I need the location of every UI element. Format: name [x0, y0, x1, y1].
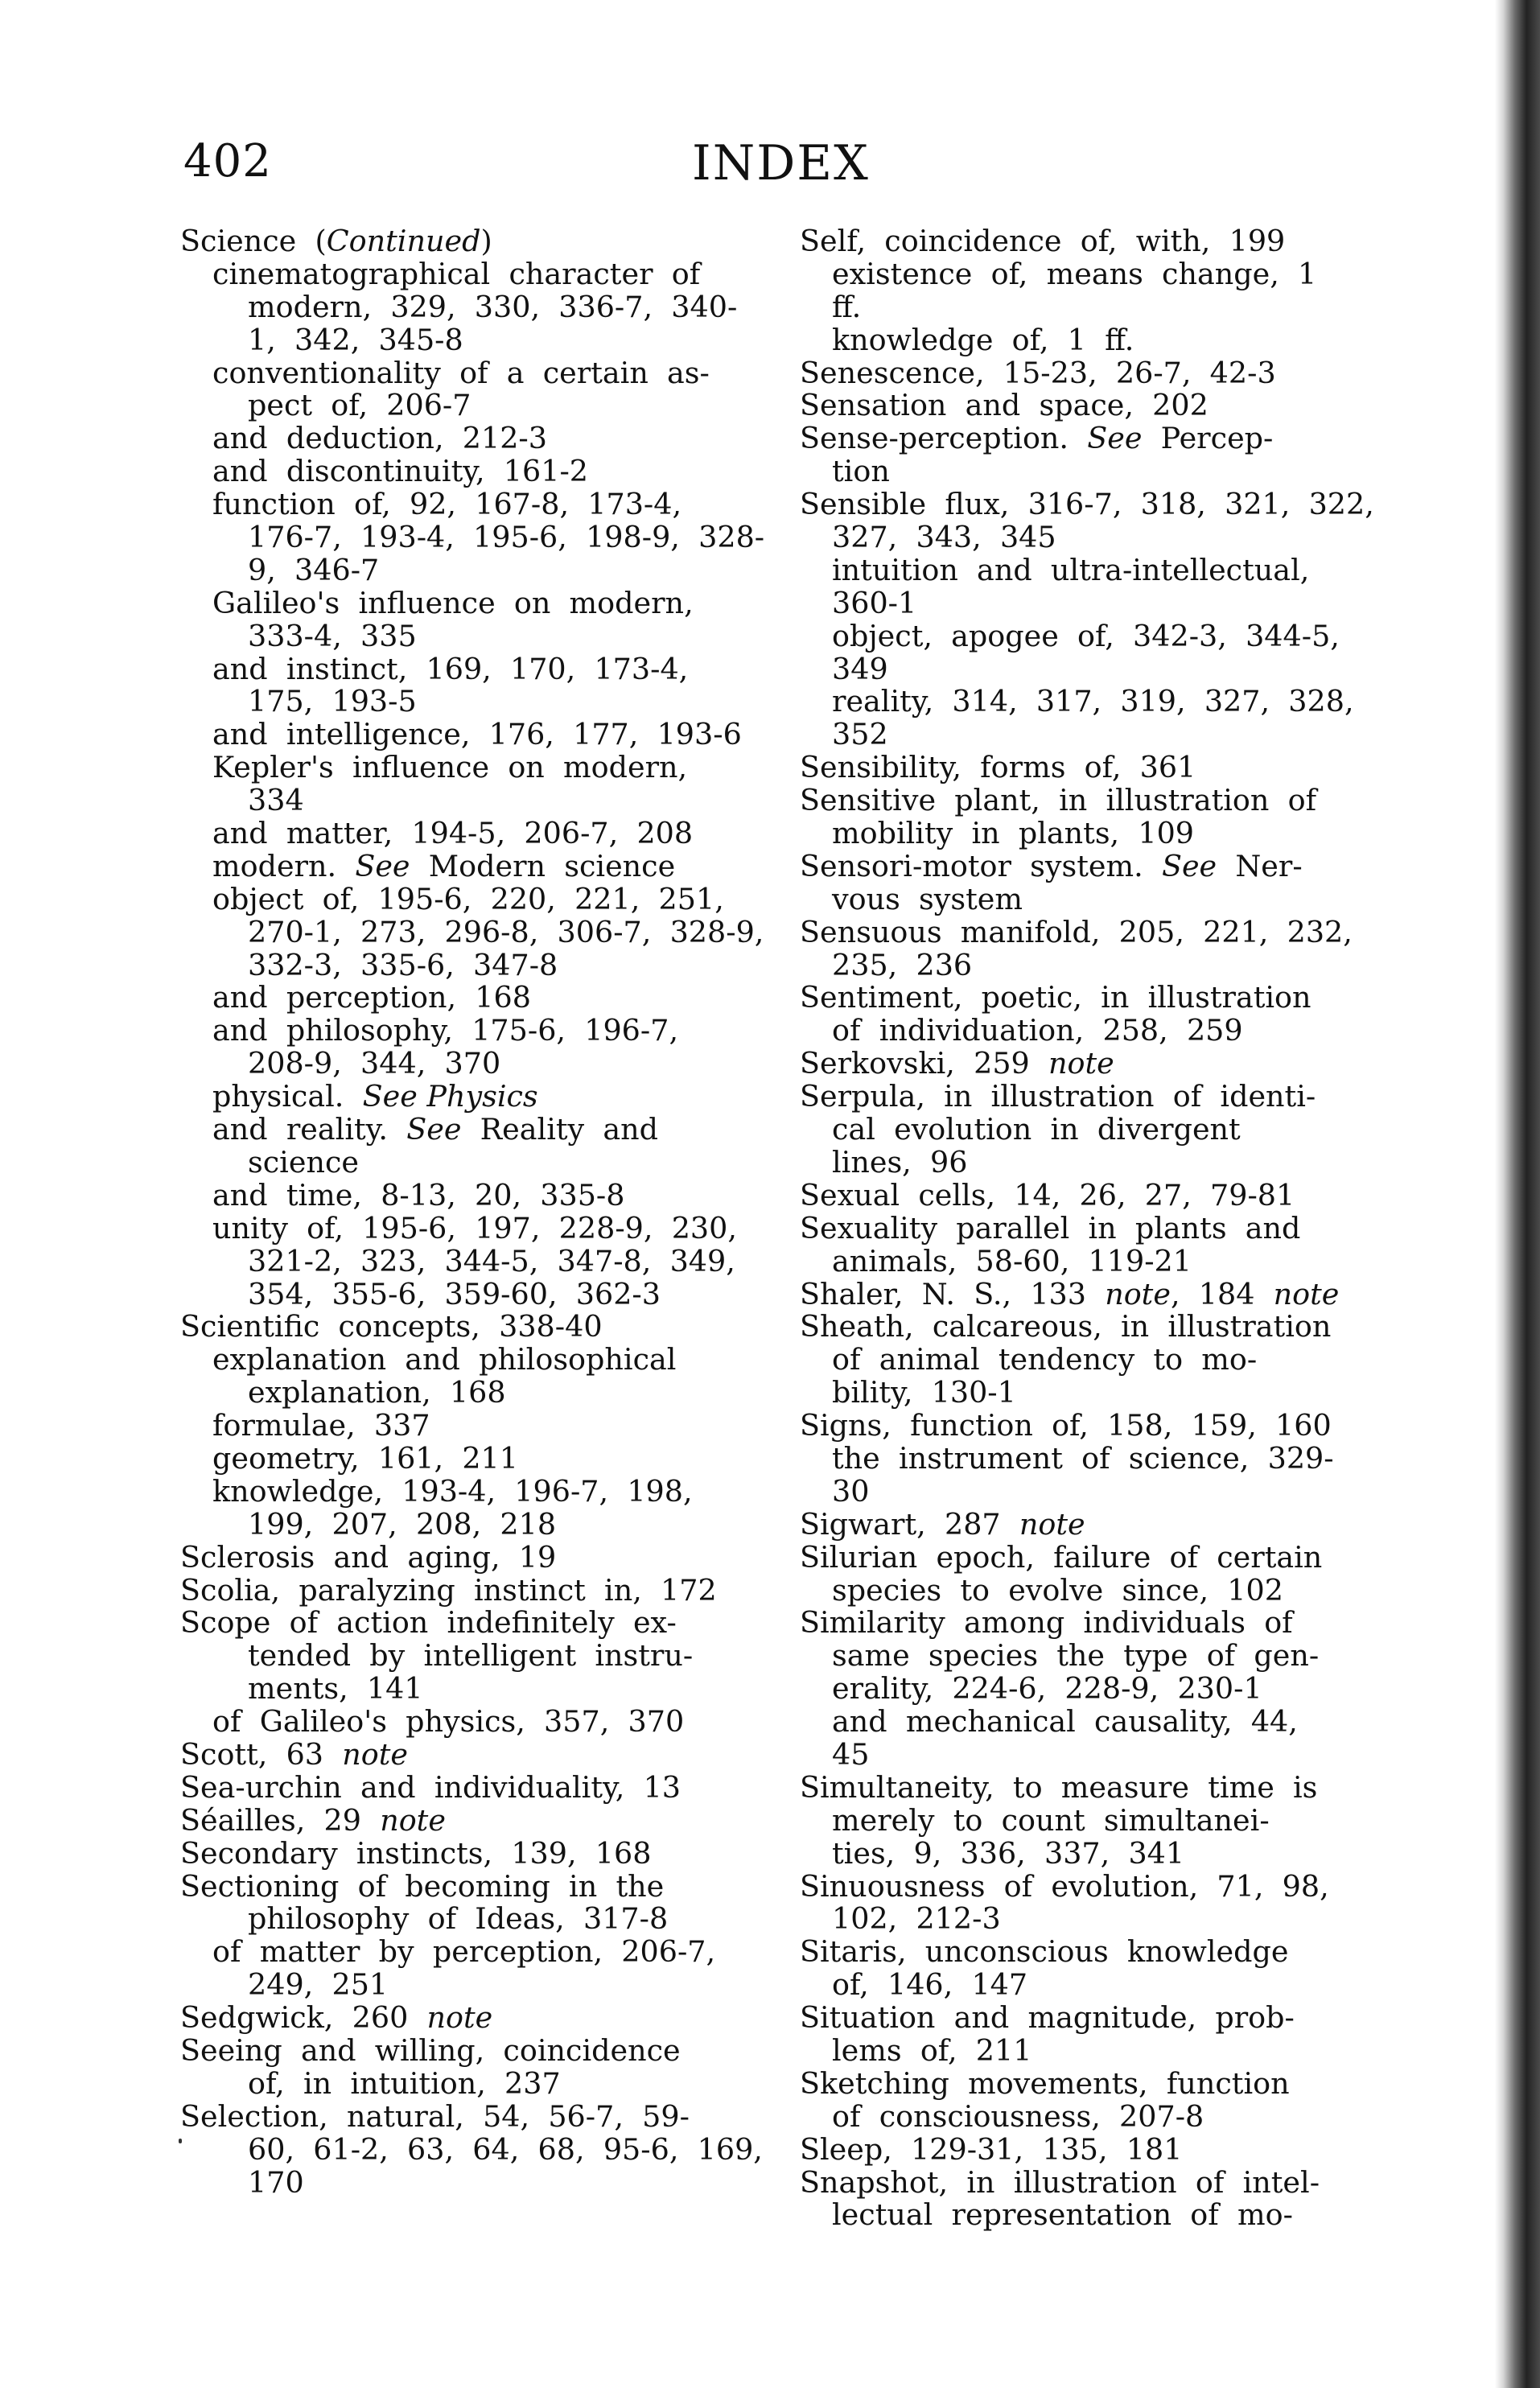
index-entry [800, 357, 1379, 390]
index-text: modern, 329, 330, 336-7, 340- [248, 289, 738, 324]
index-text: of individuation, 258, 259 [832, 1013, 1243, 1048]
index-entry [800, 2164, 1379, 2200]
index-text: tended by intelligent instru- [248, 1638, 694, 1674]
index-text: Sensible flux, 316-7, 318, 321, 322, [800, 487, 1374, 522]
index-text: 199, 207, 208, 218 [248, 1506, 557, 1542]
index-entry [800, 422, 1379, 455]
index-text: 249, 251 [248, 1967, 389, 2003]
index-text: Sexual cells, 14, 26, 27, 79-81 [800, 1177, 1295, 1213]
index-text: erality, 224-6, 228-9, 230-1 [832, 1671, 1262, 1707]
index-entry [800, 1539, 1379, 1575]
index-subentry [800, 324, 1379, 357]
index-subentry [180, 258, 760, 291]
index-subentry [180, 1377, 760, 1410]
index-text: 349 [832, 651, 888, 686]
index-subentry [800, 2032, 1379, 2068]
page-binding-edge [1495, 0, 1540, 2388]
index-subentry [180, 686, 760, 718]
index-subentry [180, 554, 760, 587]
index-text: Situation and magnitude, prob- [800, 2000, 1295, 2036]
index-subentry [800, 1835, 1379, 1871]
index-subentry [180, 1903, 760, 1936]
index-entry [180, 1607, 760, 1640]
index-text: 334 [248, 783, 304, 818]
index-text: Sensitive plant, in illustration of [800, 783, 1317, 818]
index-text: 9, 346-7 [248, 552, 380, 587]
index-text: Modern science [410, 848, 676, 883]
index-subentry [180, 1048, 760, 1081]
index-text: 170 [248, 2164, 304, 2200]
index-text: Signs, function of, 158, 159, 160 [800, 1408, 1332, 1443]
index-subentry [180, 324, 760, 357]
index-subentry [180, 1210, 760, 1245]
index-italic-text: note [380, 1802, 446, 1838]
index-subentry [800, 1440, 1379, 1476]
index-text: Senescence, 15-23, 26-7, 42-3 [800, 355, 1276, 390]
index-subentry [800, 258, 1379, 291]
index-text: of matter by perception, 206-7, [212, 1934, 716, 1970]
index-entry [180, 225, 760, 258]
index-text: physical. [212, 1079, 363, 1114]
index-entry [800, 1210, 1379, 1245]
index-text: geometry, 161, 211 [212, 1440, 518, 1476]
index-subentry [180, 520, 765, 555]
index-italic-text: note [1019, 1506, 1085, 1542]
index-text: 321-2, 323, 344-5, 347-8, 349, [248, 1243, 735, 1278]
index-subentry [800, 1802, 1379, 1838]
index-subentry [800, 883, 1379, 916]
index-subentry [180, 488, 760, 521]
index-entry [800, 2002, 1379, 2035]
index-text: Séailles, 29 [180, 1802, 381, 1838]
index-italic-text: See [1161, 848, 1217, 883]
index-subentry [180, 817, 760, 850]
index-text: Sectioning of becoming in the [180, 1868, 665, 1904]
index-subentry [180, 389, 760, 422]
index-entry [180, 1736, 760, 1772]
index-text: Sinuousness of evolution, 71, 98, [800, 1868, 1329, 1904]
index-column-right [800, 225, 1379, 2232]
index-text: and reality. [212, 1112, 407, 1147]
index-text: of consciousness, 207-8 [832, 2098, 1204, 2134]
index-entry [800, 2065, 1379, 2101]
index-text: Sensation and space, 202 [800, 388, 1209, 423]
index-text: Secondary instincts, 139, 168 [180, 1835, 652, 1871]
index-text: and intelligence, 176, 177, 193-6 [212, 717, 742, 752]
index-italic-text: See [406, 1112, 462, 1147]
index-subentry [800, 718, 1379, 751]
index-entry [800, 916, 1379, 949]
index-text: Sitaris, unconscious knowledge [800, 1934, 1289, 1970]
index-subentry [180, 1344, 760, 1377]
index-text: modern. [212, 848, 356, 883]
index-text: same species the type of gen- [832, 1638, 1320, 1674]
index-text: Sensibility, forms of, 361 [800, 750, 1196, 785]
index-entry [800, 1278, 1379, 1311]
index-text: Sensuous manifold, 205, 221, 232, [800, 914, 1353, 949]
index-text: Science ( [180, 224, 327, 258]
index-entry [800, 488, 1379, 521]
index-text: object, apogee of, 342-3, 344-5, [832, 618, 1340, 653]
index-entry [180, 2032, 760, 2068]
index-entry [800, 751, 1379, 784]
index-text: cal evolution in divergent [832, 1112, 1241, 1147]
index-subentry [800, 653, 1379, 686]
index-text: lines, 96 [832, 1144, 968, 1180]
index-text: Serkovski, 259 [800, 1046, 1048, 1081]
index-subentry [180, 784, 760, 817]
index-text: ) [480, 224, 492, 258]
index-text: and philosophy, 175-6, 196-7, [212, 1013, 679, 1048]
index-entry [180, 1769, 760, 1805]
index-subentry [180, 1144, 760, 1180]
index-italic-text: note [1048, 1046, 1114, 1081]
index-text: ff. [832, 289, 862, 324]
index-subentry [180, 1410, 760, 1443]
index-entry [180, 2002, 760, 2035]
index-entry [800, 1936, 1379, 1969]
index-entry [800, 1081, 1379, 1114]
index-text: 175, 193-5 [248, 684, 417, 719]
index-text: Sea-urchin and individuality, 13 [180, 1769, 681, 1805]
index-text: and deduction, 212-3 [212, 421, 547, 456]
index-text: Shaler, N. S., 133 [800, 1276, 1106, 1311]
index-subentry [800, 1015, 1379, 1048]
index-text: 352 [832, 717, 888, 752]
index-subentry [180, 1706, 760, 1739]
index-text: science [248, 1144, 359, 1180]
index-text: tion [832, 454, 890, 489]
index-text: intuition and ultra-intellectual, [832, 552, 1310, 587]
index-subentry [180, 718, 760, 751]
index-text: of, in intuition, 237 [248, 2065, 561, 2101]
index-text: Sense-perception. [800, 421, 1088, 456]
index-text: 60, 61-2, 63, 64, 68, 95-6, 169, [248, 2131, 763, 2167]
index-text: Selection, natural, 54, 56-7, 59- [180, 2098, 690, 2134]
index-text: Scott, 63 [180, 1736, 343, 1772]
index-text: Scolia, paralyzing instinct in, 172 [180, 1572, 717, 1608]
index-entry [800, 784, 1379, 817]
index-subentry [180, 2131, 763, 2167]
index-subentry [180, 1114, 760, 1147]
index-subentry [800, 587, 1379, 620]
index-subentry [800, 521, 1379, 554]
index-text: Serpula, in illustration of identi- [800, 1079, 1316, 1114]
index-subentry [800, 1245, 1379, 1278]
index-italic-text: See [1087, 421, 1143, 456]
index-entry [800, 1177, 1379, 1213]
index-subentry [180, 1936, 760, 1969]
index-text: 332-3, 335-6, 347-8 [248, 947, 558, 982]
index-text: 327, 343, 345 [832, 520, 1056, 555]
index-text: Sleep, 129-31, 135, 181 [800, 2131, 1183, 2167]
index-text: 270-1, 273, 296-8, 306-7, 328-9, [248, 914, 764, 949]
index-text: Kepler's influence on modern, [212, 750, 688, 785]
index-subentry [180, 1640, 760, 1673]
index-text: ments, 141 [248, 1671, 423, 1707]
index-text: object of, 195-6, 220, 221, 251, [212, 881, 724, 916]
index-subentry [180, 455, 760, 488]
index-text: pect of, 206-7 [248, 388, 471, 423]
index-text: Percep- [1142, 421, 1274, 456]
index-subentry [800, 1114, 1379, 1147]
index-text: Sclerosis and aging, 19 [180, 1539, 557, 1575]
index-italic-text: See [355, 848, 410, 883]
index-text: , 184 [1170, 1276, 1274, 1311]
index-italic-text: note [426, 2000, 493, 2036]
index-text: Ner- [1217, 848, 1303, 883]
index-text: Similarity among individuals of [800, 1605, 1293, 1641]
index-subentry [180, 1506, 760, 1542]
index-text: explanation, 168 [248, 1375, 506, 1410]
index-text: of, 146, 147 [832, 1967, 1028, 2003]
index-entry [800, 2131, 1379, 2167]
index-subentry [180, 653, 760, 686]
index-entry [180, 1539, 760, 1575]
index-text: existence of, means change, 1 [832, 256, 1317, 291]
index-subentry [180, 1081, 760, 1114]
index-entry [180, 1802, 760, 1838]
index-subentry [180, 1969, 760, 2002]
index-text: 208-9, 344, 370 [248, 1046, 501, 1081]
index-text: explanation and philosophical [212, 1342, 677, 1377]
index-text: Sketching movements, function [800, 2065, 1290, 2101]
index-subentry [180, 357, 760, 390]
index-text: lems of, 211 [832, 2032, 1032, 2068]
index-entry [800, 225, 1379, 258]
index-entry [800, 850, 1379, 883]
index-text: 45 [832, 1736, 870, 1772]
index-subentry [180, 982, 760, 1015]
index-text: formulae, 337 [212, 1408, 430, 1443]
index-text: and mechanical causality, 44, [832, 1704, 1298, 1740]
index-text: Simultaneity, to measure time is [800, 1769, 1318, 1805]
index-text: Sensori-motor system. [800, 848, 1162, 883]
index-subentry [180, 883, 760, 916]
index-entry [800, 982, 1379, 1015]
index-subentry [180, 949, 760, 982]
index-text: function of, 92, 167-8, 173-4, [212, 487, 682, 522]
ink-speck [179, 2139, 182, 2143]
index-text: vous system [832, 881, 1023, 916]
index-text: 1, 342, 345-8 [248, 322, 463, 357]
index-text: 176-7, 193-4, 195-6, 198-9, 328- [248, 520, 765, 555]
index-entry [180, 1572, 760, 1608]
running-head: INDEX [692, 135, 870, 191]
index-text: Scope of action indefinitely ex- [180, 1605, 677, 1641]
index-text: 30 [832, 1473, 870, 1509]
index-entry [800, 1506, 1379, 1542]
index-text: conventionality of a certain as- [212, 355, 710, 390]
index-entry [800, 1048, 1379, 1081]
index-text: and discontinuity, 161-2 [212, 454, 589, 489]
index-text: knowledge, 193-4, 196-7, 198, [212, 1473, 693, 1509]
index-text: 360-1 [832, 585, 917, 620]
index-text: Reality and [461, 1112, 658, 1147]
index-subentry [800, 1640, 1379, 1673]
index-subentry [800, 1736, 1379, 1772]
index-text: 333-4, 335 [248, 618, 417, 653]
index-text: mobility in plants, 109 [832, 816, 1195, 851]
index-italic-text: note [342, 1736, 408, 1772]
index-subentry [180, 422, 760, 455]
index-entry [800, 1769, 1379, 1805]
index-text: animals, 58-60, 119-21 [832, 1243, 1192, 1278]
index-text: unity of, 195-6, 197, 228-9, 230, [212, 1210, 737, 1245]
index-subentry [180, 1673, 760, 1706]
index-italic-text: note [1273, 1276, 1340, 1311]
index-entry [180, 1311, 760, 1344]
index-text: of animal tendency to mo- [832, 1342, 1258, 1377]
index-subentry [180, 1177, 760, 1213]
index-entry [800, 1311, 1379, 1344]
index-text: Snapshot, in illustration of intel- [800, 2164, 1320, 2200]
index-subentry [800, 1344, 1379, 1377]
index-subentry [800, 1969, 1379, 2002]
index-text: Seeing and willing, coincidence [180, 2032, 681, 2068]
index-text: Galileo's influence on modern, [212, 585, 694, 620]
index-text: and matter, 194-5, 206-7, 208 [212, 816, 694, 851]
index-subentry [800, 1706, 1379, 1739]
index-text: Self, coincidence of, with, 199 [800, 224, 1286, 258]
index-entry [800, 389, 1379, 422]
index-subentry [180, 850, 760, 883]
index-text: species to evolve since, 102 [832, 1572, 1283, 1608]
index-subentry [180, 1278, 760, 1311]
index-italic-text: Continued [326, 224, 481, 258]
index-text: Sentiment, poetic, in illustration [800, 980, 1311, 1015]
index-column-left [180, 224, 765, 2200]
index-text: Sigwart, 287 [800, 1506, 1019, 1542]
index-subentry [800, 2199, 1379, 2232]
index-subentry [180, 1440, 760, 1476]
index-subentry [800, 620, 1379, 653]
index-text: and instinct, 169, 170, 173-4, [212, 651, 689, 686]
index-subentry [800, 291, 1379, 324]
index-subentry [180, 751, 760, 784]
index-entry [180, 1835, 760, 1871]
index-text: philosophy of Ideas, 317-8 [248, 1901, 669, 1937]
index-subentry [800, 1673, 1379, 1706]
index-text: bility, 130-1 [832, 1375, 1016, 1410]
index-italic-text: note [1105, 1276, 1171, 1311]
index-subentry [180, 620, 760, 653]
index-text: Sedgwick, 260 [180, 2000, 427, 2036]
index-text: ties, 9, 336, 337, 341 [832, 1835, 1185, 1871]
index-text: and time, 8-13, 20, 335-8 [212, 1177, 625, 1213]
index-entry [800, 1410, 1379, 1443]
index-text: the instrument of science, 329- [832, 1440, 1334, 1476]
index-subentry [800, 1377, 1379, 1410]
index-text: and perception, 168 [212, 980, 531, 1015]
index-text: reality, 314, 317, 319, 327, 328, [832, 684, 1354, 719]
index-text: Sexuality parallel in plants and [800, 1210, 1301, 1245]
index-subentry [180, 587, 760, 620]
index-text: of Galileo's physics, 357, 370 [212, 1704, 685, 1740]
index-entry [180, 2098, 760, 2134]
index-subentry [180, 2065, 760, 2101]
index-subentry [800, 686, 1379, 718]
index-entry [800, 1607, 1379, 1640]
index-text: Sheath, calcareous, in illustration [800, 1309, 1332, 1344]
index-entry [800, 1868, 1379, 1904]
index-subentry [180, 291, 760, 324]
index-subentry [800, 817, 1379, 850]
index-subentry [800, 1144, 1379, 1180]
index-subentry [180, 1245, 760, 1278]
index-text: merely to count simultanei- [832, 1802, 1270, 1838]
index-entry [180, 1868, 760, 1904]
index-subentry [800, 2098, 1379, 2134]
index-text: Scientific concepts, 338-40 [180, 1309, 603, 1344]
index-text: 102, 212-3 [832, 1901, 1001, 1937]
index-text: cinematographical character of [212, 256, 701, 291]
index-italic-text: See Physics [362, 1079, 538, 1114]
index-subentry [180, 1015, 760, 1048]
index-subentry [800, 455, 1379, 488]
index-subentry [800, 1473, 1379, 1509]
index-subentry [800, 554, 1379, 587]
index-text: Silurian epoch, failure of certain [800, 1539, 1323, 1575]
index-subentry [800, 1572, 1379, 1608]
index-text: knowledge of, 1 ff. [832, 322, 1134, 357]
index-subentry [800, 949, 1379, 982]
index-text: 235, 236 [832, 947, 973, 982]
index-subentry [180, 914, 764, 949]
index-subentry [180, 2164, 760, 2200]
index-text: lectual representation of mo- [832, 2197, 1293, 2233]
index-text: 354, 355-6, 359-60, 362-3 [248, 1276, 661, 1311]
index-subentry [800, 1903, 1379, 1936]
page-number: 402 [183, 135, 272, 187]
index-subentry [180, 1473, 760, 1509]
